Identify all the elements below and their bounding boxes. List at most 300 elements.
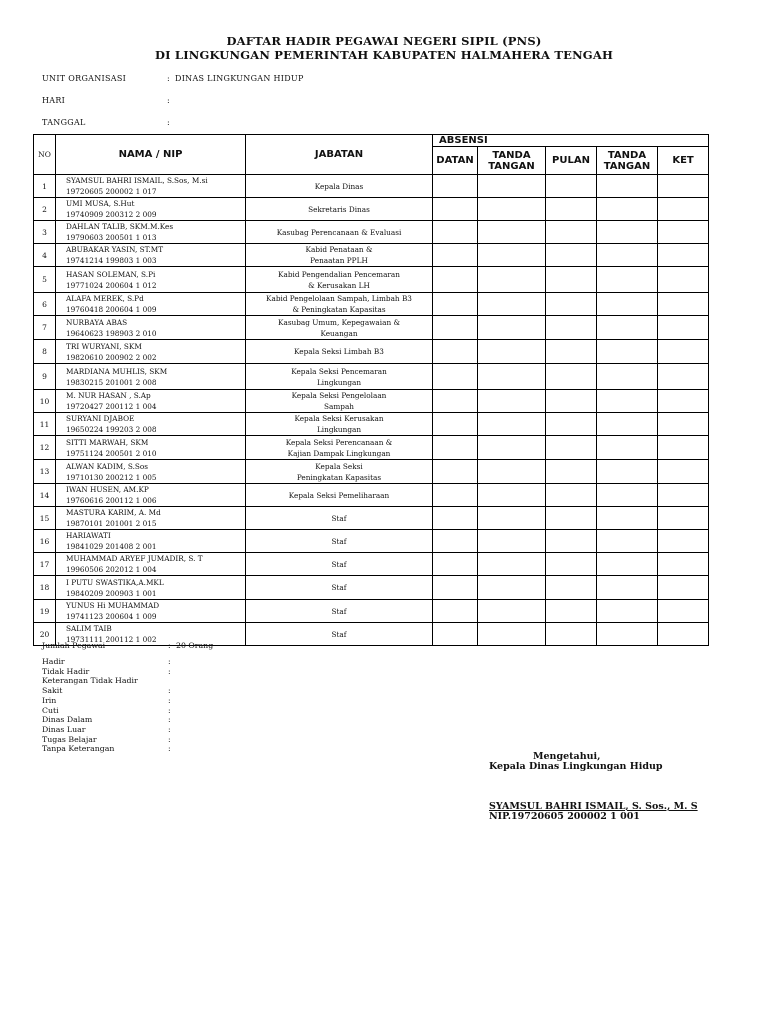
row-jabatan: [246, 507, 433, 530]
row-ket-cell[interactable]: [658, 293, 709, 316]
meta-tanggal-label: TANGGAL: [42, 118, 86, 127]
row-tanda-tangan-datang-cell[interactable]: [478, 460, 546, 484]
row-jabatan-line1: Kasubag Perencanaan & Evaluasi: [276, 227, 402, 237]
row-tanda-tangan-datang-cell[interactable]: [478, 413, 546, 436]
header-pulang: PULAN: [546, 147, 597, 175]
row-ket-cell[interactable]: [658, 175, 709, 198]
row-tanda-tangan-pulang-cell[interactable]: [597, 267, 658, 293]
row-tanda-tangan-datang-cell[interactable]: [478, 340, 546, 364]
header-absensi: ABSENSI: [433, 135, 709, 147]
row-no: 19: [34, 600, 56, 623]
row-tanda-tangan-datang-cell[interactable]: [478, 221, 546, 244]
row-tanda-tangan-pulang-cell[interactable]: [597, 507, 658, 530]
row-jabatan: [246, 198, 433, 221]
meta-unit-label: UNIT ORGANISASI: [42, 74, 127, 83]
summary-jumlah-value: 20 Orang: [176, 641, 214, 650]
row-name: TRI WURYANI, SKM: [66, 341, 142, 351]
header-tanda-tangan-2-line1: TANDA: [607, 149, 647, 161]
summary-item-colon: :: [168, 715, 171, 725]
row-ket-cell[interactable]: [658, 484, 709, 507]
row-nip: 19741123 200604 1 009: [66, 612, 157, 621]
row-datang-cell[interactable]: [433, 436, 478, 460]
table-row: [34, 293, 709, 316]
table-row: [34, 198, 709, 221]
summary-item: [42, 686, 171, 696]
row-ket-cell[interactable]: [658, 267, 709, 293]
row-datang-cell[interactable]: [433, 390, 478, 413]
row-ket-cell[interactable]: [658, 507, 709, 530]
row-tanda-tangan-pulang-cell[interactable]: [597, 221, 658, 244]
header-tanda-tangan-1-line2: TANGAN: [488, 160, 535, 172]
row-pulang-cell[interactable]: [546, 553, 597, 576]
summary-item: [42, 734, 171, 744]
document-title-line2: DI LINGKUNGAN PEMERINTAH KABUPATEN HALMAHERA TENGAH: [154, 48, 614, 62]
row-nama-nip: [56, 316, 246, 340]
row-name: MARDIANA MUHLIS, SKM: [66, 366, 168, 376]
row-jabatan: [246, 364, 433, 390]
table-row: [34, 316, 709, 340]
row-name: SYAMSUL BAHRI ISMAIL, S.Sos, M.si: [66, 176, 208, 185]
row-nip: 19830215 201001 2 008: [66, 377, 157, 387]
row-tanda-tangan-pulang-cell[interactable]: [597, 364, 658, 390]
summary-item-colon: :: [168, 695, 171, 705]
row-nama-nip: [56, 413, 246, 436]
header-tanda-tangan-2: [597, 147, 658, 175]
summary-item: [42, 715, 171, 725]
row-tanda-tangan-pulang-cell[interactable]: [597, 623, 658, 646]
row-pulang-cell[interactable]: [546, 413, 597, 436]
row-nip: 19840209 200903 1 001: [66, 588, 157, 598]
row-tanda-tangan-datang-cell[interactable]: [478, 390, 546, 413]
row-ket-cell[interactable]: [658, 364, 709, 390]
row-nama-nip: [56, 600, 246, 623]
summary-item-label: Tanpa Keterangan: [42, 744, 115, 754]
row-jabatan-line1: Staf: [331, 629, 347, 639]
row-jabatan-line2: Penaatan PPLH: [310, 256, 368, 265]
row-nama-nip: [56, 436, 246, 460]
row-jabatan: [246, 600, 433, 623]
row-datang-cell[interactable]: [433, 244, 478, 267]
attendance-table: [33, 134, 709, 646]
row-nama-nip: [56, 221, 246, 244]
table-row: [34, 484, 709, 507]
row-nip: 19960506 202012 1 004: [66, 565, 157, 574]
row-jabatan: [246, 340, 433, 364]
row-pulang-cell[interactable]: [546, 244, 597, 267]
row-ket-cell[interactable]: [658, 553, 709, 576]
header-ket: KET: [658, 147, 709, 175]
row-ket-cell[interactable]: [658, 198, 709, 221]
summary-item: [42, 695, 171, 705]
header-tanda-tangan-2-line2: TANGAN: [603, 160, 651, 172]
row-ket-cell[interactable]: [658, 316, 709, 340]
row-tanda-tangan-datang-cell[interactable]: [478, 576, 546, 600]
row-jabatan-line1: Staf: [331, 583, 347, 592]
meta-hari-label: HARI: [42, 96, 66, 105]
table-row: [34, 364, 709, 390]
row-tanda-tangan-pulang-cell[interactable]: [597, 316, 658, 340]
summary-item-label: Tidak Hadir: [42, 666, 90, 676]
row-pulang-cell[interactable]: [546, 530, 597, 553]
row-nip: 19731111 200112 1 002: [66, 635, 157, 644]
row-name: HARIAWATI: [66, 531, 111, 540]
row-tanda-tangan-pulang-cell[interactable]: [597, 600, 658, 623]
row-tanda-tangan-pulang-cell[interactable]: [597, 198, 658, 221]
row-pulang-cell[interactable]: [546, 175, 597, 198]
row-jabatan-line1: Kepala Seksi Perencanaan &: [285, 437, 393, 447]
row-no: 13: [34, 460, 56, 484]
summary-item: [42, 676, 138, 685]
table-row: [34, 221, 709, 244]
row-jabatan-line1: Kepala Seksi Limbah B3: [294, 347, 384, 356]
row-name: YUNUS Hi MUHAMMAD: [66, 601, 160, 610]
row-jabatan-line1: Kasubag Umum, Kepegawaian &: [278, 317, 400, 327]
summary-item-label: Keterangan Tidak Hadir: [42, 676, 138, 686]
row-name: SITTI MARWAH, SKM: [66, 437, 149, 447]
row-name: MASTURA KARIM, A. Md: [66, 508, 161, 517]
row-jabatan: [246, 267, 433, 293]
meta-unit-colon: :: [167, 74, 170, 83]
row-no: 7: [34, 316, 56, 340]
row-datang-cell[interactable]: [433, 413, 478, 436]
row-jabatan: [246, 484, 433, 507]
row-jabatan-line2: Kajian Dampak Lingkungan: [287, 448, 391, 458]
row-no: 5: [34, 267, 56, 293]
row-tanda-tangan-pulang-cell[interactable]: [597, 175, 658, 198]
row-jabatan-line2: Lingkungan: [316, 377, 362, 387]
row-jabatan-line1: Kepala Seksi Pemeliharaan: [288, 490, 390, 500]
row-datang-cell[interactable]: [433, 364, 478, 390]
header-no: NO: [34, 135, 56, 175]
row-tanda-tangan-pulang-cell[interactable]: [597, 244, 658, 267]
summary-item: [42, 744, 171, 754]
table-row: [34, 623, 709, 646]
row-tanda-tangan-datang-cell[interactable]: [478, 507, 546, 530]
row-nip: 19710130 200212 1 005: [66, 472, 157, 482]
row-pulang-cell[interactable]: [546, 221, 597, 244]
row-pulang-cell[interactable]: [546, 390, 597, 413]
row-no: 15: [34, 507, 56, 530]
summary-item-colon: :: [168, 705, 171, 715]
row-jabatan: [246, 221, 433, 244]
row-tanda-tangan-datang-cell[interactable]: [478, 198, 546, 221]
summary-item-colon: :: [168, 657, 171, 666]
row-no: 20: [34, 623, 56, 646]
row-no: 1: [34, 175, 56, 198]
summary-item-colon: :: [168, 744, 171, 754]
row-nama-nip: [56, 553, 246, 576]
row-nip: 19650224 199203 2 008: [66, 425, 157, 434]
row-pulang-cell[interactable]: [546, 267, 597, 293]
table-row: [34, 576, 709, 600]
table-row: [34, 413, 709, 436]
summary-item-label: Dinas Dalam: [42, 715, 93, 725]
row-tanda-tangan-datang-cell[interactable]: [478, 530, 546, 553]
row-jabatan-line2: & Peningkatan Kapasitas: [292, 305, 386, 314]
row-tanda-tangan-pulang-cell[interactable]: [597, 553, 658, 576]
row-nip: 19841029 201408 2 001: [66, 542, 157, 551]
row-datang-cell[interactable]: [433, 267, 478, 293]
row-pulang-cell[interactable]: [546, 484, 597, 507]
signature-name: SYAMSUL BAHRI ISMAIL, S. Sos., M. S: [489, 801, 698, 812]
row-jabatan-line1: Staf: [331, 559, 347, 569]
row-name: IWAN HUSEN, AM.KP: [66, 485, 149, 494]
row-ket-cell[interactable]: [658, 390, 709, 413]
row-nama-nip: [56, 530, 246, 553]
summary-jumlah: [42, 641, 214, 650]
row-tanda-tangan-pulang-cell[interactable]: [597, 340, 658, 364]
summary-item-label: Tugas Belajar: [42, 734, 97, 744]
row-datang-cell[interactable]: [433, 340, 478, 364]
meta-unit-value: DINAS LINGKUNGAN HIDUP: [175, 74, 304, 83]
row-jabatan-line2: & Kerusakan LH: [308, 280, 370, 290]
row-pulang-cell[interactable]: [546, 576, 597, 600]
row-name: ALAFA MEREK, S.Pd: [66, 294, 144, 303]
row-no: 8: [34, 340, 56, 364]
table-row: [34, 530, 709, 553]
row-nip: 19870101 201001 2 015: [66, 519, 157, 528]
row-pulang-cell[interactable]: [546, 316, 597, 340]
row-tanda-tangan-pulang-cell[interactable]: [597, 413, 658, 436]
row-jabatan-line1: Sekretaris Dinas: [308, 204, 370, 214]
row-datang-cell[interactable]: [433, 530, 478, 553]
row-nip: 19741214 199803 1 003: [66, 256, 157, 265]
row-name: I PUTU SWASTIKA,A.MKL: [66, 577, 164, 587]
summary-item-colon: :: [168, 734, 171, 744]
meta-hari: [42, 96, 170, 105]
row-jabatan-line1: Staf: [331, 606, 347, 616]
header-tanda-tangan-1: [478, 147, 546, 175]
row-no: 14: [34, 484, 56, 507]
header-tanda-tangan-1-line1: TANDA: [492, 149, 531, 161]
row-name: SALIM TAIB: [66, 624, 112, 633]
row-tanda-tangan-pulang-cell[interactable]: [597, 293, 658, 316]
row-nama-nip: [56, 507, 246, 530]
row-no: 17: [34, 553, 56, 576]
summary-item-colon: :: [168, 686, 171, 696]
summary-item-label: Irin: [42, 695, 57, 705]
row-nama-nip: [56, 175, 246, 198]
row-nama-nip: [56, 267, 246, 293]
header-datang: DATAN: [433, 147, 478, 175]
row-no: 11: [34, 413, 56, 436]
summary-item: [42, 666, 171, 676]
meta-tanggal-colon: :: [167, 118, 170, 127]
row-tanda-tangan-datang-cell[interactable]: [478, 316, 546, 340]
row-no: 6: [34, 293, 56, 316]
row-jabatan-line1: Kepala Seksi Pencemaran: [291, 366, 387, 376]
row-nama-nip: [56, 198, 246, 221]
row-nip: 19751124 200501 2 010: [66, 448, 157, 458]
row-jabatan-line1: Kabid Penataan &: [305, 245, 373, 254]
row-datang-cell[interactable]: [433, 460, 478, 484]
row-tanda-tangan-datang-cell[interactable]: [478, 364, 546, 390]
row-name: ABUBAKAR YASIN, ST.MT: [66, 245, 164, 254]
row-datang-cell[interactable]: [433, 175, 478, 198]
row-name: M. NUR HASAN , S.Ap: [66, 391, 151, 400]
row-name: SURYANI DJABOE: [66, 414, 135, 423]
row-jabatan: [246, 553, 433, 576]
row-nama-nip: [56, 244, 246, 267]
summary-item-label: Cuti: [42, 705, 59, 715]
row-tanda-tangan-datang-cell[interactable]: [478, 436, 546, 460]
row-nip: 19760418 200604 1 009: [66, 305, 157, 314]
row-no: 18: [34, 576, 56, 600]
row-datang-cell[interactable]: [433, 221, 478, 244]
row-name: HASAN SOLEMAN, S.Pi: [66, 269, 156, 279]
row-jabatan-line1: Kepala Seksi: [315, 461, 363, 471]
summary-jumlah-label: Jumlah Pegawai: [42, 641, 106, 650]
row-pulang-cell[interactable]: [546, 507, 597, 530]
row-ket-cell[interactable]: [658, 244, 709, 267]
summary-item-label: Sakit: [42, 686, 63, 696]
row-jabatan: [246, 390, 433, 413]
row-pulang-cell[interactable]: [546, 340, 597, 364]
row-tanda-tangan-datang-cell[interactable]: [478, 484, 546, 507]
row-ket-cell[interactable]: [658, 436, 709, 460]
summary-item: [42, 705, 171, 715]
row-no: 9: [34, 364, 56, 390]
row-tanda-tangan-datang-cell[interactable]: [478, 600, 546, 623]
row-datang-cell[interactable]: [433, 316, 478, 340]
row-pulang-cell[interactable]: [546, 600, 597, 623]
row-jabatan-line2: Peningkatan Kapasitas: [296, 472, 382, 482]
row-datang-cell[interactable]: [433, 507, 478, 530]
row-jabatan-line2: Sampah: [324, 402, 354, 411]
row-datang-cell[interactable]: [433, 484, 478, 507]
row-nama-nip: [56, 364, 246, 390]
table-row: [34, 553, 709, 576]
row-datang-cell[interactable]: [433, 293, 478, 316]
row-jabatan-line1: Kabid Pengendalian Pencemaran: [278, 269, 400, 279]
row-datang-cell[interactable]: [433, 623, 478, 646]
row-tanda-tangan-datang-cell[interactable]: [478, 293, 546, 316]
row-jabatan-line1: Kepala Dinas: [314, 181, 364, 191]
row-no: 3: [34, 221, 56, 244]
row-pulang-cell[interactable]: [546, 460, 597, 484]
meta-unit: [42, 74, 304, 83]
row-nip: 19720427 200112 1 004: [66, 402, 157, 411]
row-tanda-tangan-datang-cell[interactable]: [478, 267, 546, 293]
table-row: [34, 175, 709, 198]
row-jabatan: [246, 460, 433, 484]
meta-hari-colon: :: [167, 96, 170, 105]
row-jabatan: [246, 175, 433, 198]
header-nama: NAMA / NIP: [56, 135, 246, 175]
row-pulang-cell[interactable]: [546, 198, 597, 221]
row-ket-cell[interactable]: [658, 530, 709, 553]
row-jabatan-line2: Keuangan: [320, 328, 358, 338]
row-nip: 19640623 198903 2 010: [66, 328, 157, 338]
row-ket-cell[interactable]: [658, 576, 709, 600]
row-jabatan: [246, 576, 433, 600]
row-tanda-tangan-datang-cell[interactable]: [478, 553, 546, 576]
row-tanda-tangan-pulang-cell[interactable]: [597, 390, 658, 413]
row-ket-cell[interactable]: [658, 413, 709, 436]
row-name: MUHAMMAD ARYEF JUMADIR, S. T: [66, 554, 203, 563]
row-ket-cell[interactable]: [658, 600, 709, 623]
row-jabatan-line1: Kepala Seksi Pengelolaan: [291, 391, 387, 400]
table-row: [34, 600, 709, 623]
summary-item-colon: :: [168, 724, 171, 734]
row-datang-cell[interactable]: [433, 553, 478, 576]
row-jabatan: [246, 293, 433, 316]
document-title-line1: DAFTAR HADIR PEGAWAI NEGERI SIPIL (PNS): [226, 34, 542, 48]
row-pulang-cell[interactable]: [546, 293, 597, 316]
summary-jumlah-colon: :: [168, 641, 171, 650]
row-jabatan-line1: Staf: [331, 513, 347, 523]
row-tanda-tangan-pulang-cell[interactable]: [597, 436, 658, 460]
row-nama-nip: [56, 340, 246, 364]
row-no: 16: [34, 530, 56, 553]
signature-position: Kepala Dinas Lingkungan Hidup: [489, 761, 663, 772]
row-no: 2: [34, 198, 56, 221]
row-tanda-tangan-datang-cell[interactable]: [478, 623, 546, 646]
row-name: ALWAN KADIM, S.Sos: [66, 461, 149, 471]
row-datang-cell[interactable]: [433, 600, 478, 623]
table-row: [34, 460, 709, 484]
row-jabatan-line2: Lingkungan: [316, 425, 362, 434]
summary-item-colon: :: [168, 666, 171, 676]
row-jabatan: [246, 244, 433, 267]
row-nip: 19820610 200902 2 002: [66, 352, 157, 362]
row-nama-nip: [56, 460, 246, 484]
summary-item-label: Dinas Luar: [42, 724, 86, 734]
row-ket-cell[interactable]: [658, 340, 709, 364]
row-name: NURBAYA ABAS: [66, 317, 128, 327]
row-datang-cell[interactable]: [433, 576, 478, 600]
table-row: [34, 340, 709, 364]
row-jabatan: [246, 530, 433, 553]
row-name: DAHLAN TALIB, SKM.M.Kes: [66, 222, 174, 231]
row-tanda-tangan-pulang-cell[interactable]: [597, 576, 658, 600]
row-nama-nip: [56, 293, 246, 316]
row-pulang-cell[interactable]: [546, 436, 597, 460]
row-ket-cell[interactable]: [658, 623, 709, 646]
table-row: [34, 244, 709, 267]
summary-item: [42, 657, 171, 666]
row-jabatan: [246, 623, 433, 646]
row-tanda-tangan-datang-cell[interactable]: [478, 175, 546, 198]
row-no: 4: [34, 244, 56, 267]
row-nama-nip: [56, 576, 246, 600]
row-jabatan: [246, 436, 433, 460]
row-tanda-tangan-pulang-cell[interactable]: [597, 530, 658, 553]
row-ket-cell[interactable]: [658, 221, 709, 244]
row-nama-nip: [56, 390, 246, 413]
table-row: [34, 436, 709, 460]
row-nama-nip: [56, 484, 246, 507]
row-jabatan-line1: Kepala Seksi Kerusakan: [294, 414, 384, 423]
row-tanda-tangan-pulang-cell[interactable]: [597, 460, 658, 484]
row-jabatan-line1: Kabid Pengelolaan Sampah, Limbah B3: [266, 294, 412, 303]
row-tanda-tangan-datang-cell[interactable]: [478, 244, 546, 267]
row-nip: 19740909 200312 2 009: [66, 210, 157, 219]
signature-nip: NIP.19720605 200002 1 001: [489, 811, 640, 822]
table-row: [34, 507, 709, 530]
header-jabatan: JABATAN: [246, 135, 433, 175]
row-jabatan-line1: Staf: [331, 536, 347, 546]
row-tanda-tangan-pulang-cell[interactable]: [597, 484, 658, 507]
row-ket-cell[interactable]: [658, 460, 709, 484]
signature-mengetahui: Mengetahui,: [533, 751, 601, 762]
row-datang-cell[interactable]: [433, 198, 478, 221]
row-jabatan: [246, 413, 433, 436]
row-nip: 19760616 200112 1 006: [66, 496, 157, 505]
row-pulang-cell[interactable]: [546, 623, 597, 646]
row-pulang-cell[interactable]: [546, 364, 597, 390]
summary-item-label: Hadir: [42, 657, 65, 666]
